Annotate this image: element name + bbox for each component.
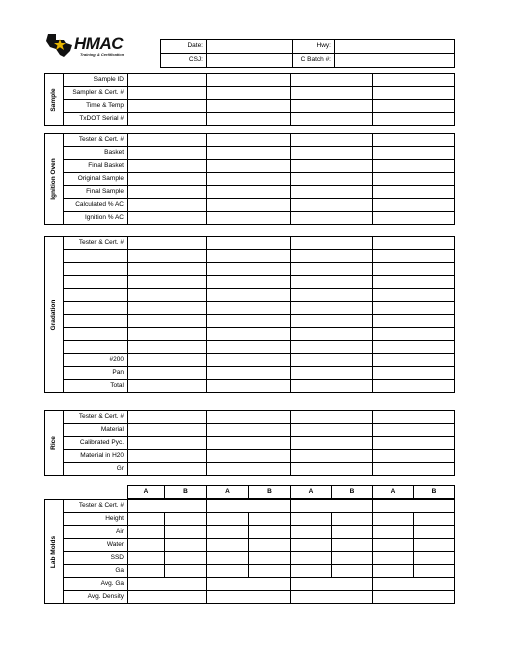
cell[interactable] — [373, 199, 455, 212]
cell[interactable] — [373, 289, 455, 302]
sieve-label[interactable] — [64, 289, 128, 302]
cell[interactable] — [332, 552, 373, 565]
cell[interactable] — [291, 367, 373, 380]
cell[interactable] — [373, 134, 455, 147]
cell[interactable] — [373, 591, 455, 604]
cell[interactable] — [128, 186, 207, 199]
cell[interactable] — [291, 380, 373, 393]
cell[interactable] — [291, 539, 332, 552]
rice-section-title: Rice — [45, 411, 64, 476]
cell[interactable] — [207, 315, 291, 328]
cell[interactable] — [128, 87, 207, 100]
sieve-label[interactable] — [64, 341, 128, 354]
cell[interactable] — [291, 113, 373, 126]
gradation-section — [44, 236, 455, 393]
cell[interactable] — [128, 463, 207, 476]
row-label: Material in H20 — [64, 450, 128, 463]
cell[interactable] — [207, 289, 291, 302]
cell[interactable] — [291, 87, 373, 100]
cell[interactable] — [291, 526, 332, 539]
cell[interactable] — [373, 263, 455, 276]
row-label: Avg. Ga — [64, 578, 128, 591]
row-label: Avg. Density — [64, 591, 128, 604]
cell[interactable] — [128, 450, 207, 463]
cell[interactable] — [414, 565, 455, 578]
cell[interactable] — [207, 160, 291, 173]
cell[interactable] — [373, 237, 455, 250]
cell[interactable] — [373, 552, 414, 565]
cell[interactable] — [373, 315, 455, 328]
cell[interactable] — [128, 276, 207, 289]
cell[interactable] — [373, 367, 455, 380]
row-label: Calculated % AC — [64, 199, 128, 212]
cell[interactable] — [373, 302, 455, 315]
cell[interactable] — [291, 578, 373, 591]
cell[interactable] — [128, 147, 207, 160]
ignition-oven-section — [44, 133, 455, 225]
lab-molds-section-title: Lab Molds — [45, 500, 64, 604]
cell[interactable] — [291, 199, 373, 212]
cell[interactable] — [128, 411, 207, 424]
cell[interactable] — [291, 302, 373, 315]
cell[interactable] — [165, 552, 207, 565]
cell[interactable] — [128, 315, 207, 328]
logo-tagline: Training & Certification — [80, 52, 125, 57]
cell[interactable] — [373, 578, 455, 591]
cell[interactable] — [128, 173, 207, 186]
cell[interactable] — [291, 289, 373, 302]
row-label: Air — [64, 526, 128, 539]
row-label: Original Sample — [64, 173, 128, 186]
cell[interactable] — [207, 328, 291, 341]
ignition-section-title: Ignition Oven — [45, 134, 64, 225]
cell[interactable] — [373, 100, 455, 113]
cell[interactable] — [207, 411, 291, 424]
cell[interactable] — [207, 113, 291, 126]
cell[interactable] — [207, 500, 291, 513]
cell[interactable] — [291, 160, 373, 173]
cell[interactable] — [207, 237, 291, 250]
cell[interactable] — [128, 552, 165, 565]
cell[interactable] — [128, 578, 207, 591]
cell[interactable] — [373, 74, 455, 87]
cell[interactable] — [249, 552, 291, 565]
cell[interactable] — [291, 565, 332, 578]
cell[interactable] — [291, 74, 373, 87]
row-label: #200 — [64, 354, 128, 367]
cell[interactable] — [291, 354, 373, 367]
row-label: Total — [64, 380, 128, 393]
cell[interactable] — [291, 500, 373, 513]
cell[interactable] — [332, 513, 373, 526]
cell[interactable] — [291, 237, 373, 250]
c-batch-field[interactable] — [335, 54, 455, 68]
cell[interactable] — [373, 341, 455, 354]
col-header-a: A — [128, 486, 165, 499]
cell[interactable] — [128, 160, 207, 173]
cell[interactable] — [373, 424, 455, 437]
texas-star-icon — [44, 31, 76, 59]
cell[interactable] — [128, 500, 207, 513]
cell[interactable] — [332, 539, 373, 552]
cell[interactable] — [207, 212, 291, 225]
cell[interactable] — [128, 237, 207, 250]
cell[interactable] — [128, 100, 207, 113]
cell[interactable] — [207, 437, 291, 450]
cell[interactable] — [207, 134, 291, 147]
cell[interactable] — [128, 74, 207, 87]
cell[interactable] — [207, 578, 291, 591]
cell[interactable] — [291, 513, 332, 526]
cell[interactable] — [373, 87, 455, 100]
cell[interactable] — [128, 526, 165, 539]
cell[interactable] — [165, 539, 207, 552]
row-label: Pan — [64, 367, 128, 380]
cell[interactable] — [128, 354, 207, 367]
col-header-b: B — [414, 486, 455, 499]
cell[interactable] — [249, 539, 291, 552]
sieve-label[interactable] — [64, 276, 128, 289]
cell[interactable] — [373, 463, 455, 476]
cell[interactable] — [128, 199, 207, 212]
row-label: Time & Temp — [64, 100, 128, 113]
row-label: SSD — [64, 552, 128, 565]
cell[interactable] — [291, 212, 373, 225]
cell[interactable] — [414, 552, 455, 565]
cell[interactable] — [291, 250, 373, 263]
cell[interactable] — [207, 147, 291, 160]
cell[interactable] — [373, 186, 455, 199]
hmac-logo — [44, 31, 164, 61]
row-label: Tester & Cert. # — [64, 134, 128, 147]
cell[interactable] — [128, 367, 207, 380]
cell[interactable] — [332, 526, 373, 539]
row-label: Water — [64, 539, 128, 552]
cell[interactable] — [165, 565, 207, 578]
c-batch-label: C Batch #: — [293, 54, 335, 68]
cell[interactable] — [207, 74, 291, 87]
sieve-label[interactable] — [64, 315, 128, 328]
logo-brand: HMAC — [74, 34, 123, 53]
cell[interactable] — [128, 565, 165, 578]
cell[interactable] — [373, 328, 455, 341]
sieve-label[interactable] — [64, 302, 128, 315]
cell[interactable] — [291, 263, 373, 276]
row-label: Height — [64, 513, 128, 526]
row-label: Tester & Cert. # — [64, 411, 128, 424]
cell[interactable] — [373, 380, 455, 393]
cell[interactable] — [128, 302, 207, 315]
date-field[interactable] — [207, 40, 293, 54]
cell[interactable] — [291, 411, 373, 424]
cell[interactable] — [207, 513, 249, 526]
cell[interactable] — [373, 411, 455, 424]
cell[interactable] — [207, 463, 291, 476]
cell[interactable] — [128, 424, 207, 437]
cell[interactable] — [128, 380, 207, 393]
row-label: Sampler & Cert. # — [64, 87, 128, 100]
cell[interactable] — [128, 263, 207, 276]
row-label: Calibrated Pyc. — [64, 437, 128, 450]
col-header-b: B — [249, 486, 291, 499]
cell[interactable] — [373, 173, 455, 186]
col-header-a: A — [373, 486, 414, 499]
cell[interactable] — [291, 341, 373, 354]
row-label: Tester & Cert. # — [64, 500, 128, 513]
cell[interactable] — [207, 539, 249, 552]
row-label: TxDOT Serial # — [64, 113, 128, 126]
cell[interactable] — [207, 367, 291, 380]
cell[interactable] — [207, 565, 249, 578]
cell[interactable] — [291, 424, 373, 437]
cell[interactable] — [207, 173, 291, 186]
cell[interactable] — [291, 463, 373, 476]
cell[interactable] — [207, 302, 291, 315]
cell[interactable] — [207, 424, 291, 437]
cell[interactable] — [207, 526, 249, 539]
cell[interactable] — [373, 354, 455, 367]
cell[interactable] — [414, 539, 455, 552]
cell[interactable] — [128, 591, 207, 604]
cell[interactable] — [128, 113, 207, 126]
cell[interactable] — [373, 539, 414, 552]
cell[interactable] — [414, 513, 455, 526]
csj-label: CSJ: — [161, 54, 207, 68]
cell[interactable] — [249, 513, 291, 526]
sample-section-title: Sample — [45, 74, 64, 126]
cell[interactable] — [128, 134, 207, 147]
cell[interactable] — [373, 513, 414, 526]
cell[interactable] — [207, 354, 291, 367]
cell[interactable] — [207, 450, 291, 463]
cell[interactable] — [373, 250, 455, 263]
cell[interactable] — [249, 526, 291, 539]
cell[interactable] — [373, 160, 455, 173]
cell[interactable] — [291, 437, 373, 450]
rice-section — [44, 410, 455, 476]
cell[interactable] — [165, 526, 207, 539]
cell[interactable] — [207, 263, 291, 276]
cell[interactable] — [207, 199, 291, 212]
row-label: Tester & Cert. # — [64, 237, 128, 250]
row-label: Sample ID — [64, 74, 128, 87]
row-label: Gr — [64, 463, 128, 476]
cell[interactable] — [128, 341, 207, 354]
row-label: Basket — [64, 147, 128, 160]
cell[interactable] — [207, 186, 291, 199]
sieve-label[interactable] — [64, 250, 128, 263]
cell[interactable] — [207, 100, 291, 113]
cell[interactable] — [207, 276, 291, 289]
header-table — [160, 39, 455, 68]
gradation-section-title: Gradation — [45, 237, 64, 393]
cell[interactable] — [165, 513, 207, 526]
cell[interactable] — [291, 552, 332, 565]
cell[interactable] — [291, 173, 373, 186]
col-header-a: A — [207, 486, 249, 499]
cell[interactable] — [128, 513, 165, 526]
cell[interactable] — [128, 437, 207, 450]
cell[interactable] — [207, 380, 291, 393]
sieve-label[interactable] — [64, 263, 128, 276]
cell[interactable] — [207, 87, 291, 100]
row-label: Ga — [64, 565, 128, 578]
col-header-b: B — [332, 486, 373, 499]
col-header-b: B — [165, 486, 207, 499]
cell[interactable] — [207, 341, 291, 354]
cell[interactable] — [373, 526, 414, 539]
cell[interactable] — [373, 437, 455, 450]
cell[interactable] — [373, 212, 455, 225]
cell[interactable] — [414, 526, 455, 539]
cell[interactable] — [249, 565, 291, 578]
cell[interactable] — [291, 134, 373, 147]
cell[interactable] — [207, 250, 291, 263]
cell[interactable] — [128, 212, 207, 225]
cell[interactable] — [291, 100, 373, 113]
sample-section — [44, 73, 455, 126]
cell[interactable] — [373, 113, 455, 126]
date-label: Date: — [161, 40, 207, 54]
row-label: Final Basket — [64, 160, 128, 173]
hwy-field[interactable] — [335, 40, 455, 54]
row-label: Final Sample — [64, 186, 128, 199]
cell[interactable] — [291, 450, 373, 463]
cell[interactable] — [207, 591, 291, 604]
col-header-a: A — [291, 486, 332, 499]
cell[interactable] — [373, 450, 455, 463]
cell[interactable] — [332, 565, 373, 578]
csj-field[interactable] — [207, 54, 293, 68]
cell[interactable] — [373, 147, 455, 160]
cell[interactable] — [207, 552, 249, 565]
cell[interactable] — [291, 315, 373, 328]
hwy-label: Hwy: — [293, 40, 335, 54]
cell[interactable] — [373, 500, 455, 513]
cell[interactable] — [128, 539, 165, 552]
sieve-label[interactable] — [64, 328, 128, 341]
cell[interactable] — [373, 276, 455, 289]
cell[interactable] — [291, 276, 373, 289]
row-label: Material — [64, 424, 128, 437]
cell[interactable] — [291, 591, 373, 604]
lab-molds-section — [44, 499, 455, 604]
ab-header-row — [127, 485, 455, 499]
cell[interactable] — [128, 328, 207, 341]
cell[interactable] — [291, 186, 373, 199]
cell[interactable] — [291, 328, 373, 341]
row-label: Ignition % AC — [64, 212, 128, 225]
cell[interactable] — [291, 147, 373, 160]
cell[interactable] — [128, 250, 207, 263]
cell[interactable] — [128, 289, 207, 302]
cell[interactable] — [373, 565, 414, 578]
